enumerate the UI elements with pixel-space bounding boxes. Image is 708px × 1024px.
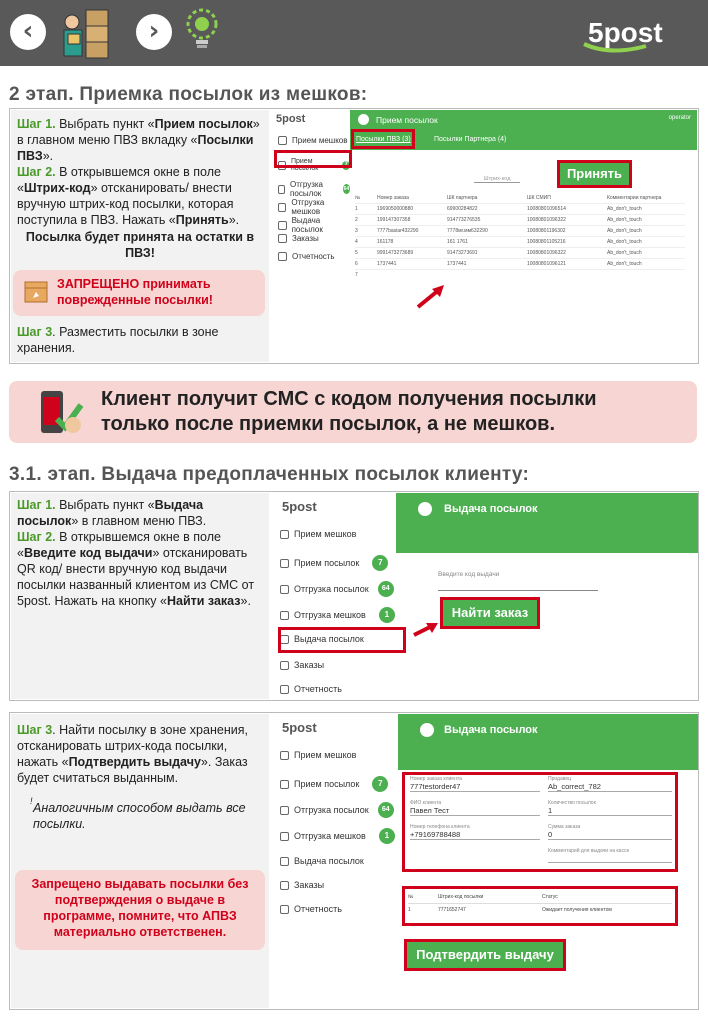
table-cell: Ab_don't_touch — [607, 206, 642, 212]
section-title-issue: 3.1. этап. Выдача предоплаченных посылок клиенту: — [9, 464, 530, 485]
menu-label: Отгрузка посылок — [294, 584, 369, 594]
table-cell: Ab_don't_touch — [607, 217, 642, 223]
app-header — [398, 714, 698, 746]
step2-text-c: » отсканировать/ внести вручную штрих-код посылки, которая поступила в ПВЗ. Нажать « — [17, 181, 234, 227]
acceptance-panel — [9, 108, 699, 364]
header-title: Выдача посылок — [444, 503, 538, 515]
forward-arrow-icon[interactable]: › — [136, 14, 172, 50]
confirm-issue-button[interactable]: Подтвердить выдачу — [404, 939, 566, 971]
table-cell: 7778мг.мм632290 — [447, 228, 488, 234]
col-barcode: Штрих-код посылки — [438, 894, 484, 900]
damaged-warning-text: ЗАПРЕЩЕНО принимать поврежденные посылки! — [57, 277, 213, 307]
menu-reports[interactable] — [278, 252, 335, 261]
qty-label: Количество посылок — [548, 800, 596, 806]
barcode-input[interactable]: Штрих-код — [474, 176, 520, 183]
row-barcode: 7771652747 — [438, 907, 466, 913]
header-title: Прием посылок — [376, 115, 438, 125]
banner-text — [101, 387, 597, 437]
table-cell: 7777basiar432290 — [377, 228, 419, 234]
table-header — [355, 193, 685, 204]
step2-text-e: ». — [240, 594, 251, 608]
menu-bags-ship[interactable] — [280, 607, 395, 623]
menu-label: Заказы — [294, 880, 325, 890]
table-cell: 10080801096322 — [527, 250, 566, 256]
sum-value: 0 — [548, 830, 672, 840]
confirm-app-screenshot — [272, 714, 698, 1008]
issue-icon — [280, 857, 289, 866]
parcel-status-table — [408, 894, 672, 916]
bag-out-icon — [280, 832, 289, 841]
menu-parcels-ship[interactable] — [280, 802, 394, 818]
phone-label: Номер телефона клиента — [410, 824, 470, 830]
section-title-acceptance: 2 этап. Приемка посылок из мешков: — [9, 84, 368, 105]
app-logo: 5post — [282, 720, 317, 735]
tab-highlight — [351, 129, 415, 149]
sum-label: Сумма заказа — [548, 824, 581, 830]
table-cell: 5 — [355, 250, 358, 256]
damaged-warning-box — [13, 270, 265, 316]
report-icon — [280, 685, 289, 694]
menu-label: Заказы — [294, 660, 325, 670]
menu-orders[interactable] — [278, 234, 319, 243]
5post-logo — [580, 16, 684, 56]
table-row — [355, 237, 685, 248]
report-icon — [278, 252, 287, 261]
parcel-table — [355, 193, 685, 278]
menu-orders[interactable] — [280, 660, 324, 670]
table-cell: 1737441 — [377, 261, 397, 267]
table-cell: 91473273691 — [447, 250, 478, 256]
cart-icon — [280, 881, 289, 890]
banner-line-1: Клиент получит СМС с кодом получения посылки — [101, 388, 597, 410]
table-cell: 69900284822 — [447, 206, 478, 212]
seller-label: Продавец — [548, 776, 571, 782]
menu-label: Прием мешков — [294, 750, 357, 760]
table-cell: 10080801096322 — [527, 217, 566, 223]
row-num: 1 — [408, 907, 411, 913]
table-cell: Ab_don't_touch — [607, 228, 642, 234]
sms-banner — [9, 381, 697, 443]
step3-label: Шаг 3 — [17, 723, 53, 737]
menu-label: Отгрузка мешков — [294, 831, 366, 841]
menu-label: Отчетность — [294, 684, 342, 694]
table-cell: Комментарии партнера — [607, 195, 662, 201]
table-cell: 10080801196302 — [527, 228, 566, 234]
table-cell: 6 — [355, 261, 358, 267]
bag-out-icon — [280, 611, 289, 620]
menu-label: Прием посылок — [294, 558, 360, 568]
table-cell: 10080801096121 — [527, 261, 566, 267]
badge: 64 — [378, 802, 394, 818]
tab-partner[interactable]: Посылки Партнера (4) — [434, 136, 507, 143]
step2-text-a: В открывшемся окне в поле « — [17, 165, 221, 195]
step3-text-c: ». Заказ будет считаться выданным. — [17, 755, 248, 785]
table-cell: ШК СМИП — [527, 195, 551, 201]
table-header — [408, 894, 672, 904]
menu-label: Отгрузка посылок — [290, 180, 323, 198]
header-title: Выдача посылок — [444, 724, 538, 736]
menu-label: Отчетность — [292, 252, 335, 261]
lightbulb-gear-icon — [184, 8, 220, 54]
header-user: operator — [668, 115, 691, 121]
table-cell: 10080801105216 — [527, 239, 566, 245]
app-logo: 5post — [276, 113, 306, 125]
menu-bags-accept[interactable] — [278, 136, 348, 145]
menu-highlight — [278, 627, 406, 653]
table-row — [355, 226, 685, 237]
badge: 64 — [343, 186, 350, 192]
issue-panel — [9, 491, 699, 701]
menu-label: Прием мешков — [292, 136, 348, 145]
menu-parcels-ship[interactable] — [278, 180, 350, 198]
badge: 7 — [342, 161, 350, 170]
table-cell: Ab_don't_touch — [607, 250, 642, 256]
note-text: Аналогичным способом выдать все посылки. — [33, 801, 246, 831]
col-num: № — [408, 894, 414, 900]
table-row — [355, 248, 685, 259]
step1-text-a: Выбрать пункт « — [55, 117, 155, 131]
step1-text-c: » в главном меню ПВЗ. — [71, 514, 207, 528]
badge: 7 — [372, 776, 388, 792]
issue-code-input[interactable]: Введите код выдачи — [438, 571, 598, 591]
menu-label: Отчетность — [294, 904, 342, 914]
step1-text-c: » в главном меню ПВЗ вкладку « — [17, 117, 260, 147]
menu-parcels-accept[interactable] — [280, 555, 388, 571]
badge: 1 — [379, 828, 395, 844]
menu-reports[interactable] — [280, 904, 342, 914]
menu-bags-accept[interactable] — [280, 750, 356, 760]
header-back-icon[interactable] — [420, 723, 434, 737]
menu-label: Выдача посылок — [291, 216, 323, 234]
table-cell: 1969050000880 — [377, 206, 414, 212]
step2-text-d: Найти заказ — [166, 594, 241, 608]
note-mark: ! — [30, 796, 33, 806]
red-arrow-icon — [414, 281, 450, 311]
seller-value: Ab_correct_782 — [548, 782, 672, 792]
table-cell: ШК партнера — [447, 195, 478, 201]
table-row — [408, 904, 672, 916]
menu-label: Отгрузка посылок — [294, 805, 369, 815]
step3-text-a: . Найти посылку в зоне хранения, отсканировать штрих-кода посылки, нажать « — [17, 723, 248, 769]
menu-parcels-ship[interactable] — [280, 581, 394, 597]
table-row — [355, 204, 685, 215]
step2-text-c: » отсканировать QR код/ внести вручную код выдачи посылки названный клиентом из СМС от 5post. Нажать на кнопку « — [17, 546, 255, 608]
bag-out-icon — [278, 203, 286, 212]
truck-icon — [280, 585, 289, 594]
comment-label: Комментарий для выдачи на кассе — [548, 848, 630, 854]
step3-text-b: Подтвердить выдачу — [68, 755, 201, 769]
back-arrow-icon[interactable]: ‹ — [10, 14, 46, 50]
step2-text-a: В открывшемся окне в поле « — [17, 530, 221, 560]
menu-label: Прием посылок — [294, 779, 360, 789]
logo-text: 5post — [588, 17, 663, 48]
menu-label: Заказы — [292, 234, 319, 243]
comment-value[interactable] — [548, 854, 672, 863]
step1-label: Шаг 1. — [17, 498, 56, 512]
table-cell: 1 — [355, 206, 358, 212]
top-bar — [0, 0, 708, 66]
bag-icon — [280, 751, 289, 760]
menu-parcels-accept[interactable] — [280, 776, 388, 792]
menu-bags-ship[interactable] — [278, 198, 350, 216]
table-cell: 914773276535 — [447, 217, 481, 223]
menu-bags-accept[interactable] — [280, 529, 356, 539]
step2-text-b: Введите код выдачи — [23, 546, 153, 560]
menu-label: Прием мешков — [294, 529, 357, 539]
report-icon — [280, 905, 289, 914]
accept-button[interactable]: Принять — [557, 160, 632, 188]
row-status: Ожидает получения клиентом — [542, 907, 612, 913]
issue-warning-box — [15, 870, 265, 950]
order-fields-right — [548, 776, 672, 863]
courier-boxes-icon — [58, 6, 114, 60]
table-cell: 3 — [355, 228, 358, 234]
table-cell: Номер заказа — [377, 195, 409, 201]
issue-icon — [278, 221, 287, 230]
step2-label: Шаг 2. — [17, 530, 56, 544]
table-cell: № — [355, 195, 361, 201]
step1-label: Шаг 1. — [17, 117, 56, 131]
menu-label: Отгрузка мешков — [291, 198, 325, 216]
table-row — [355, 259, 685, 270]
menu-bags-ship[interactable] — [280, 828, 395, 844]
issue-app-screenshot — [272, 493, 698, 699]
confirm-instructions — [11, 714, 269, 1008]
menu-label: Выдача посылок — [294, 634, 364, 644]
order-label: Номер заказа клиента — [410, 776, 462, 782]
col-status: Статус — [542, 894, 558, 900]
step1-text-b: Выдача посылок — [17, 498, 204, 528]
app-header — [350, 110, 697, 130]
header-band — [396, 525, 698, 553]
bag-icon — [278, 136, 287, 145]
issue-warning-text: Запрещено выдавать посылки без подтверждения о выдаче в программе, помните, что АПВЗ материально ответственен. — [31, 877, 249, 939]
name-value: Павел Тест — [410, 806, 540, 816]
name-label: ФИО клиента — [410, 800, 442, 806]
table-cell: 161178 — [377, 239, 394, 245]
menu-label: Отгрузка мешков — [294, 610, 366, 620]
damaged-box-icon — [23, 278, 49, 304]
step2-text-b: Штрих-код — [23, 181, 91, 195]
bag-icon — [280, 530, 289, 539]
step1-text-d: Посылки ПВЗ — [17, 133, 254, 163]
qty-value: 1 — [548, 806, 672, 816]
step3-label: Шаг 3 — [17, 325, 53, 339]
accepted-note: Посылка будет принята на остатки в ПВЗ! — [25, 230, 255, 260]
step1-text-b: Прием посылок — [154, 117, 253, 131]
menu-reports[interactable] — [280, 684, 342, 694]
cart-icon — [280, 661, 289, 670]
step3-block — [17, 324, 265, 356]
red-arrow-icon — [412, 619, 440, 637]
table-cell: 2 — [355, 217, 358, 223]
menu-label: Выдача посылок — [294, 856, 364, 866]
truck-icon — [278, 185, 285, 194]
table-cell: Ab_don't_touch — [607, 261, 642, 267]
table-cell: 9991473273689 — [377, 250, 414, 256]
app-logo: 5post — [282, 499, 317, 514]
inbox-icon — [280, 559, 289, 568]
table-row — [355, 215, 685, 226]
step2-label: Шаг 2. — [17, 165, 56, 179]
menu-label: Прием посылок — [290, 158, 319, 172]
truck-icon — [280, 806, 289, 815]
table-cell: 199147307358 — [377, 217, 411, 223]
menu-highlight — [274, 150, 352, 168]
confirm-panel — [9, 712, 699, 1010]
find-order-button[interactable]: Найти заказ — [440, 597, 540, 629]
order-value: 777testorder47 — [410, 782, 540, 792]
table-cell: 1737441 — [447, 261, 467, 267]
tab-pvz[interactable]: Посылки ПВЗ (3) — [356, 136, 411, 143]
badge: 64 — [378, 581, 394, 597]
table-cell: 4 — [355, 239, 358, 245]
step3-text: . Разместить посылки в зоне хранения. — [17, 325, 219, 355]
table-cell: 161 1761 — [447, 239, 468, 245]
app-header — [396, 493, 698, 525]
order-fields-left — [410, 776, 540, 840]
phone-check-icon — [35, 389, 87, 437]
header-back-icon[interactable] — [358, 114, 369, 125]
table-row — [355, 270, 685, 278]
header-back-icon[interactable] — [418, 502, 432, 516]
menu-issue[interactable] — [280, 856, 364, 866]
step1-text-a: Выбрать пункт « — [55, 498, 155, 512]
table-cell: 10080801096514 — [527, 206, 566, 212]
table-cell: Ab_don't_touch — [607, 239, 642, 245]
issue-instructions — [11, 493, 269, 699]
table-cell: 7 — [355, 272, 358, 278]
step2-text-e: ». — [228, 213, 240, 227]
accept-app-screenshot — [272, 110, 697, 278]
header-band — [398, 746, 698, 770]
step1-text-e: ». — [42, 149, 54, 163]
cart-icon — [278, 234, 287, 243]
badge: 7 — [372, 555, 388, 571]
phone-value: +79169788488 — [410, 830, 540, 840]
menu-issue[interactable] — [278, 216, 350, 234]
menu-orders[interactable] — [280, 880, 324, 890]
step2-text-d: Принять — [175, 213, 229, 227]
inbox-icon — [280, 780, 289, 789]
banner-line-2: только после приемки посылок, а не мешков. — [101, 413, 556, 435]
acceptance-instructions — [11, 110, 269, 362]
badge: 1 — [379, 607, 395, 623]
